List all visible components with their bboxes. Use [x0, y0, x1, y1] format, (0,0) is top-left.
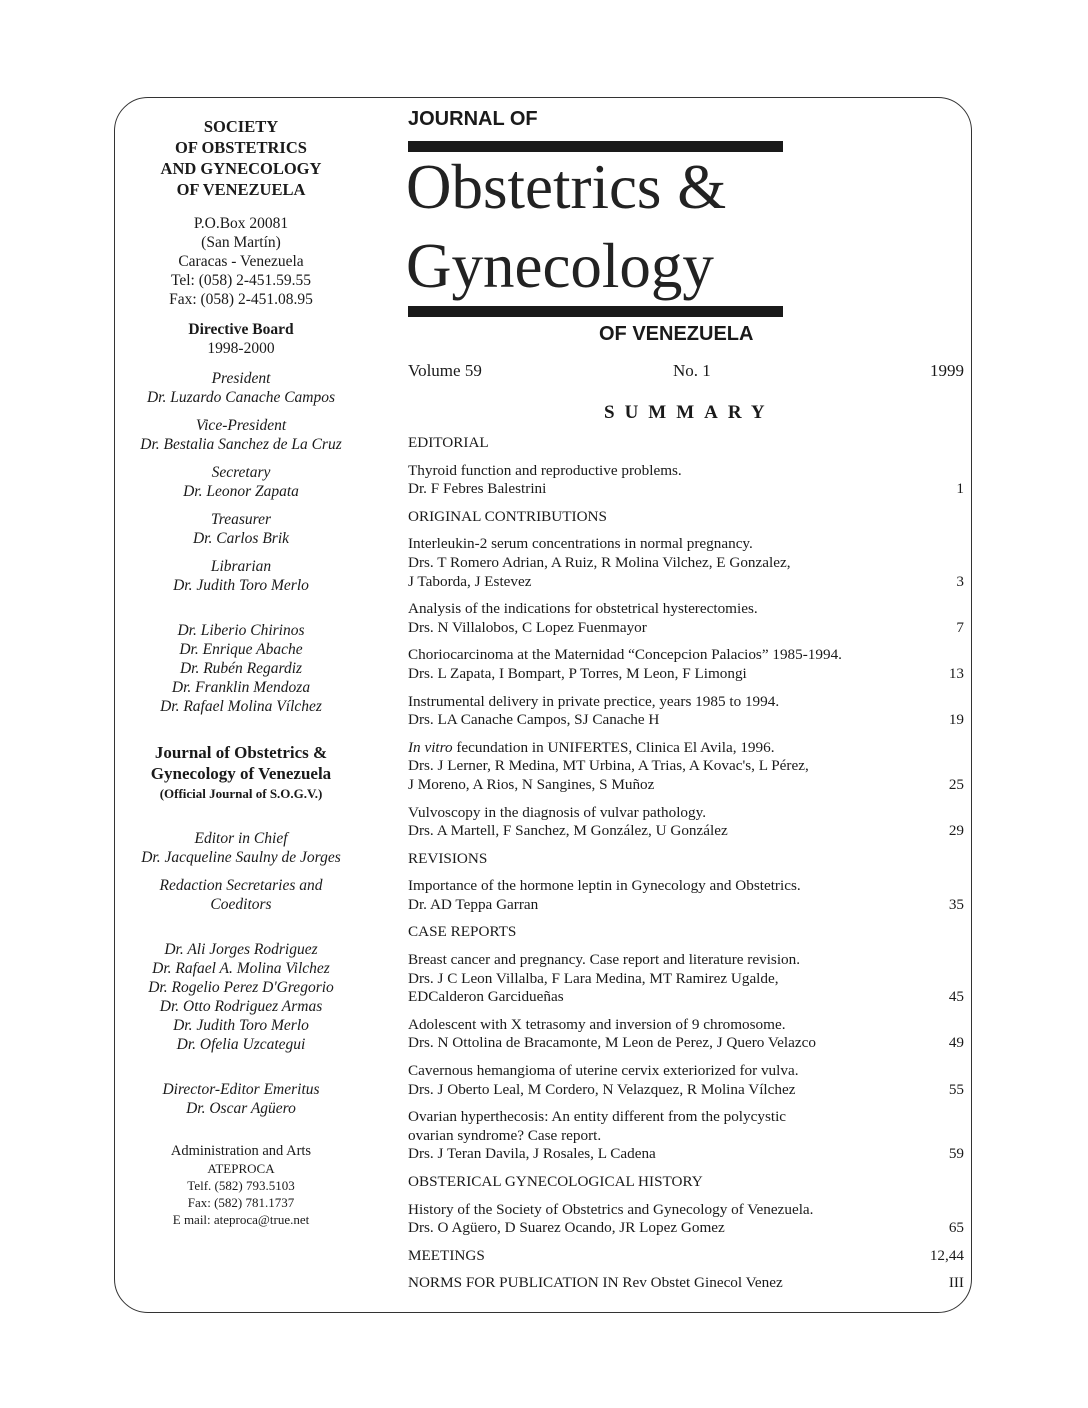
page-number: 29	[948, 822, 964, 840]
society-name-line: OF VENEZUELA	[176, 180, 306, 199]
editor-emeritus	[118, 1080, 364, 1118]
entry-title-rest: fecundation in UNIFERTES, Clinica El Avila, 1996.	[452, 738, 775, 756]
page-number: III	[948, 1274, 964, 1292]
entry-title: Ovarian hyperthecosis: An entity different from the polycystic	[408, 1108, 787, 1126]
coeditor: Dr. Otto Rodriguez Armas	[159, 998, 323, 1015]
coeditor: Dr. Ali Jorges Rodriguez	[164, 941, 318, 958]
volume: Volume 59	[408, 361, 482, 380]
toc-entry[interactable]	[408, 1201, 964, 1238]
masthead-title-line2: Gynecology	[406, 231, 714, 301]
role-name: Dr. Leonor Zapata	[183, 483, 299, 500]
role-label: Treasurer	[210, 511, 271, 528]
entry-title: ovarian syndrome? Case report.	[408, 1126, 602, 1144]
page-number: 3	[956, 572, 964, 590]
page-number: 55	[948, 1080, 964, 1098]
masthead-journal-of: JOURNAL OF	[408, 108, 538, 130]
page-number: 7	[956, 618, 964, 636]
entry-authors: Drs. J Lerner, R Medina, MT Urbina, A Trias, A Kovac's, L Pérez,	[408, 757, 809, 775]
official-journal-note: (Official Journal of S.O.G.V.)	[159, 786, 323, 801]
role-name: Dr. Carlos Brik	[192, 530, 290, 547]
page-number: 12,44	[929, 1246, 964, 1264]
masthead-of-venezuela: OF VENEZUELA	[599, 323, 754, 345]
role-label: Librarian	[210, 558, 272, 575]
coeditor: Dr. Judith Toro Merlo	[173, 1017, 309, 1034]
toc-entry[interactable]	[408, 1016, 964, 1053]
toc-entry[interactable]	[408, 951, 964, 1007]
toc-entry[interactable]	[408, 1062, 964, 1099]
board-period: 1998-2000	[207, 340, 275, 357]
entry-authors: Drs. T Romero Adrian, A Ruiz, R Molina Vilchez, E Gonzalez,	[408, 553, 791, 571]
role-label: Vice-President	[195, 417, 287, 434]
issue-number: No. 1	[673, 361, 711, 380]
coeditors	[118, 940, 364, 1054]
coeditor: Dr. Rafael A. Molina Vilchez	[152, 960, 330, 977]
society-name-line: SOCIETY	[203, 117, 279, 136]
section-heading: NORMS FOR PUBLICATION IN Rev Obstet Ginecol Venez	[408, 1274, 783, 1292]
toc-entry[interactable]	[408, 877, 964, 914]
coeditor: Dr. Ofelia Uzcategui	[176, 1036, 306, 1053]
entry-title: Thyroid function and reproductive problems.	[408, 461, 682, 479]
address-line: P.O.Box 20081	[193, 215, 289, 232]
entry-title: Vulvoscopy in the diagnosis of vulvar pathology.	[408, 803, 707, 821]
summary-heading: SUMMARY	[604, 402, 775, 423]
role-label: Redaction Secretaries and	[159, 877, 323, 894]
page-number: 19	[948, 711, 964, 729]
section-heading: MEETINGS	[408, 1246, 485, 1264]
toc-entry[interactable]	[408, 693, 964, 730]
board-member: Dr. Enrique Abache	[179, 641, 303, 658]
board-roles	[118, 369, 364, 716]
entry-title: Cavernous hemangioma of uterine cervix exteriorized for vulva.	[408, 1062, 799, 1080]
page-number: 35	[948, 895, 964, 913]
coeditor: Dr. Rogelio Perez D'Gregorio	[148, 979, 334, 996]
toc-entry-meetings[interactable]	[408, 1247, 964, 1266]
role-secretary	[118, 463, 364, 501]
journal-name-line: Gynecology of Venezuela	[150, 764, 332, 783]
editor-in-chief	[118, 829, 364, 867]
masthead-bottom-bar	[408, 306, 783, 317]
address-line: (San Martín)	[201, 234, 281, 251]
entry-title	[408, 739, 924, 758]
page-number: 1	[956, 480, 964, 498]
administration	[118, 1142, 364, 1228]
society-name	[118, 116, 364, 200]
board-title: Directive Board	[188, 321, 294, 338]
entry-authors: Drs. J Teran Davila, J Rosales, L Cadena	[408, 1145, 656, 1163]
role-label: Director-Editor Emeritus	[162, 1081, 320, 1098]
board-members	[118, 621, 364, 716]
phone-line: Tel: (058) 2-451.59.55	[170, 272, 312, 289]
section-heading: CASE REPORTS	[408, 923, 517, 941]
entry-title: Importance of the hormone leptin in Gynecology and Obstetrics.	[408, 877, 801, 895]
admin-fax: Fax: (582) 781.1737	[187, 1195, 295, 1210]
board-member: Dr. Rafael Molina Vílchez	[160, 698, 322, 715]
section-heading: OBSTERICAL GYNECOLOGICAL HISTORY	[408, 1173, 703, 1190]
entry-title: Breast cancer and pregnancy. Case report and literature revision.	[408, 951, 801, 969]
directive-board-heading	[118, 320, 364, 358]
entry-authors: Dr. AD Teppa Garran	[408, 895, 539, 913]
role-name: Dr. Luzardo Canache Campos	[146, 389, 336, 406]
society-name-line: OF OBSTETRICS	[175, 138, 307, 157]
section-heading: EDITORIAL	[408, 434, 489, 451]
entry-authors: Drs. J Oberto Leal, M Cordero, N Velazquez, R Molina Vílchez	[408, 1080, 796, 1098]
entry-title: Analysis of the indications for obstetrical hysterectomies.	[408, 600, 758, 618]
role-president	[118, 369, 364, 407]
entry-authors: EDCalderon Garcidueñas	[408, 988, 564, 1006]
masthead-title-line1: Obstetrics &	[406, 152, 727, 222]
toc-entry[interactable]	[408, 804, 964, 841]
entry-title: Interleukin-2 serum concentrations in normal pregnancy.	[408, 535, 753, 553]
role-name: Dr. Bestalia Sanchez de La Cruz	[140, 436, 342, 453]
role-name: Dr. Jacqueline Saulny de Jorges	[141, 849, 341, 866]
entry-title: Instrumental delivery in private prectice, years 1985 to 1994.	[408, 692, 780, 710]
entry-authors: Drs. L Zapata, I Bompart, P Torres, M Leon, F Limongi	[408, 664, 747, 682]
redaction-heading	[118, 876, 364, 914]
role-label: Secretary	[211, 464, 271, 481]
admin-phone: Telf. (582) 793.5103	[187, 1178, 295, 1193]
entry-authors: Drs. N Ottolina de Bracamonte, M Leon de Perez, J Quero Velazco	[408, 1034, 816, 1052]
page-number: 65	[948, 1219, 964, 1237]
role-treasurer	[118, 510, 364, 548]
board-member: Dr. Rubén Regardiz	[179, 660, 303, 677]
italic-term: In vitro	[408, 738, 453, 756]
role-name: Dr. Oscar Agüero	[186, 1100, 296, 1117]
toc-entry[interactable]	[408, 646, 964, 683]
toc-entry[interactable]	[408, 535, 964, 591]
admin-email: E mail: ateproca@true.net	[172, 1212, 310, 1227]
fax-line: Fax: (058) 2-451.08.95	[169, 291, 313, 308]
table-of-contents	[408, 434, 964, 1302]
journal-info	[118, 742, 364, 803]
role-label: Coeditors	[210, 896, 272, 913]
masthead-top-bar	[408, 141, 783, 152]
entry-title: Choriocarcinoma at the Maternidad “Concepcion Palacios” 1985-1994.	[408, 646, 842, 664]
toc-entry[interactable]	[408, 739, 964, 795]
journal-name-line: Journal of Obstetrics &	[154, 743, 328, 762]
toc-entry-norms[interactable]	[408, 1274, 964, 1293]
admin-title: Administration and Arts	[170, 1143, 312, 1159]
toc-entry[interactable]	[408, 1108, 964, 1164]
toc-entry[interactable]	[408, 600, 964, 637]
section-heading: ORIGINAL CONTRIBUTIONS	[408, 507, 607, 525]
page-number: 25	[948, 775, 964, 793]
board-member: Dr. Franklin Mendoza	[171, 679, 311, 696]
society-address	[118, 214, 364, 309]
sidebar	[118, 116, 364, 1228]
entry-authors: J Taborda, J Estevez	[408, 572, 532, 590]
admin-org: ATEPROCA	[207, 1161, 275, 1176]
entry-authors: Drs. LA Canache Campos, SJ Canache H	[408, 711, 660, 729]
section-heading: REVISIONS	[408, 849, 488, 867]
role-librarian	[118, 557, 364, 595]
role-name: Dr. Judith Toro Merlo	[173, 577, 309, 594]
role-vice-president	[118, 416, 364, 454]
page-number: 49	[948, 1034, 964, 1052]
board-member: Dr. Liberio Chirinos	[177, 622, 305, 639]
page-number: 59	[948, 1145, 964, 1163]
page-number: 13	[948, 664, 964, 682]
year: 1999	[930, 361, 964, 380]
entry-authors: J Moreno, A Rios, N Sangines, S Muñoz	[408, 775, 655, 793]
entry-authors: Drs. N Villalobos, C Lopez Fuenmayor	[408, 618, 647, 636]
entry-title: History of the Society of Obstetrics and Gynecology of Venezuela.	[408, 1200, 814, 1218]
entry-authors: Drs. O Agüero, D Suarez Ocando, JR Lopez Gomez	[408, 1219, 725, 1237]
entry-authors: Dr. F Febres Balestrini	[408, 480, 547, 498]
society-name-line: AND GYNECOLOGY	[160, 159, 322, 178]
entry-authors: Drs. J C Leon Villalba, F Lara Medina, MT Ramirez Ugalde,	[408, 969, 779, 987]
page-number: 45	[948, 988, 964, 1006]
address-line: Caracas - Venezuela	[178, 253, 304, 270]
entry-title: Adolescent with X tetrasomy and inversion of 9 chromosome.	[408, 1015, 786, 1033]
role-label: President	[211, 370, 271, 387]
toc-entry[interactable]	[408, 462, 964, 499]
entry-authors: Drs. A Martell, F Sanchez, M González, U González	[408, 822, 728, 840]
role-label: Editor in Chief	[194, 830, 288, 847]
